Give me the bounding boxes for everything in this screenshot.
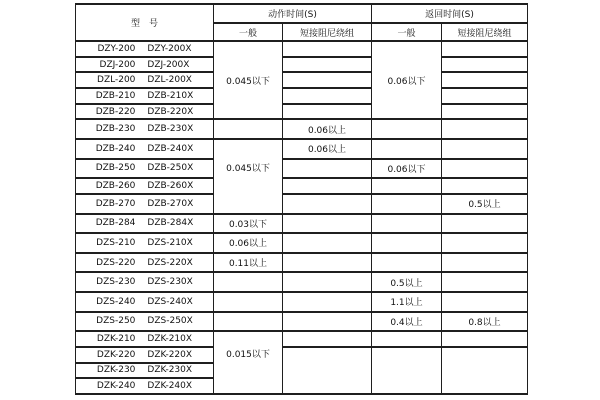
empty-cell	[442, 292, 528, 312]
action-general-cell	[214, 41, 283, 119]
model-name-x: DZB-210X	[147, 90, 194, 101]
table-row	[76, 72, 528, 88]
table-row	[76, 104, 528, 120]
value: 0.06以上	[307, 125, 347, 136]
value: 0.015以下	[226, 350, 270, 361]
empty-cell	[214, 119, 283, 139]
empty-cell	[283, 272, 372, 292]
table-row	[76, 139, 528, 159]
empty-cell	[283, 88, 372, 104]
return-general-cell	[372, 272, 442, 292]
empty-cell	[283, 347, 372, 394]
header-return-damping: 短接阻尼绕组	[442, 23, 528, 41]
model-cell	[76, 214, 214, 234]
value: 0.06以上	[307, 145, 347, 156]
value: 0.03以下	[228, 219, 268, 230]
table-row	[76, 292, 528, 312]
value: 0.06以下	[387, 76, 426, 87]
model-cell	[76, 159, 214, 179]
value: 0.045以下	[226, 163, 270, 174]
model-cell	[76, 88, 214, 104]
model-name-x: DZB-240X	[147, 143, 194, 154]
model-name: DZK-240	[96, 381, 136, 392]
empty-cell	[283, 41, 372, 57]
return-general-cell	[372, 292, 442, 312]
action-damping-cell	[283, 139, 372, 159]
model-name-x: DZK-240X	[147, 381, 193, 392]
value: 0.4以上	[390, 317, 423, 328]
value: 0.11以上	[228, 259, 268, 270]
model-name: DZK-210	[96, 334, 136, 345]
model-name-x: DZK-220X	[147, 349, 193, 360]
model-name: DZK-230	[96, 365, 136, 376]
empty-cell	[442, 159, 528, 179]
model-name-x: DZS-240X	[147, 296, 193, 307]
model-name: DZB-240	[95, 143, 136, 154]
model-cell	[76, 363, 214, 379]
empty-cell	[442, 88, 528, 104]
empty-cell	[214, 292, 283, 312]
empty-cell	[442, 57, 528, 73]
empty-cell	[283, 214, 372, 234]
empty-cell	[372, 233, 442, 253]
model-name-x: DZB-230X	[147, 124, 194, 135]
empty-cell	[372, 214, 442, 234]
empty-cell	[283, 331, 372, 347]
value: 0.5以上	[390, 278, 423, 289]
table-row	[76, 347, 528, 363]
action-general-cell	[214, 253, 283, 273]
value: 0.06以下	[387, 164, 426, 175]
model-name-x: DZB-270X	[147, 198, 194, 209]
empty-cell	[283, 57, 372, 73]
value: 0.5以上	[468, 200, 501, 211]
model-name-x: DZK-230X	[147, 365, 193, 376]
model-name: DZS-250	[96, 316, 136, 327]
model-name: DZL-200	[97, 75, 136, 86]
model-cell	[76, 378, 214, 394]
empty-cell	[283, 233, 372, 253]
value: 0.045以下	[226, 76, 270, 87]
empty-cell	[442, 139, 528, 159]
model-name-x: DZS-250X	[147, 316, 193, 327]
return-damping-cell	[442, 194, 528, 214]
model-name: DZS-210	[96, 237, 136, 248]
header-row-1	[76, 4, 528, 23]
model-name: DZB-270	[95, 198, 136, 209]
action-general-cell	[214, 214, 283, 234]
model-name: DZB-230	[95, 124, 136, 135]
empty-cell	[372, 331, 442, 347]
table-row	[76, 178, 528, 194]
model-name-x: DZS-210X	[147, 237, 193, 248]
value: 0.06以上	[228, 239, 268, 250]
model-name: DZB-250	[95, 163, 136, 174]
model-name-x: DZS-220X	[147, 257, 193, 268]
model-name-x: DZY-200X	[147, 43, 192, 54]
model-name-x: DZB-250X	[147, 163, 194, 174]
action-general-cell	[214, 233, 283, 253]
table-row	[76, 194, 528, 214]
table-row	[76, 119, 528, 139]
table-row	[76, 272, 528, 292]
table-row	[76, 253, 528, 273]
action-general-cell	[214, 331, 283, 394]
model-name: DZS-240	[96, 296, 136, 307]
model-name: DZB-260	[95, 181, 136, 192]
value: 0.8以上	[468, 317, 501, 328]
model-cell	[76, 233, 214, 253]
model-cell	[76, 253, 214, 273]
model-name-x: DZB-220X	[147, 106, 194, 117]
empty-cell	[214, 272, 283, 292]
empty-cell	[283, 104, 372, 120]
empty-cell	[372, 347, 442, 394]
model-name-x: DZL-200X	[147, 75, 192, 86]
empty-cell	[283, 159, 372, 179]
empty-cell	[372, 139, 442, 159]
header-action-damping: 短接阻尼绕组	[283, 23, 372, 41]
model-cell	[76, 72, 214, 88]
model-name: DZS-220	[96, 257, 136, 268]
empty-cell	[283, 292, 372, 312]
model-cell	[76, 272, 214, 292]
model-cell	[76, 57, 214, 73]
empty-cell	[372, 194, 442, 214]
relay-timing-table	[75, 3, 528, 395]
table-row	[76, 57, 528, 73]
model-name: DZK-220	[96, 349, 136, 360]
model-name: DZB-220	[95, 106, 136, 117]
model-cell	[76, 194, 214, 214]
model-name-x: DZB-260X	[147, 181, 194, 192]
return-general-cell	[372, 41, 442, 119]
empty-cell	[372, 253, 442, 273]
action-damping-cell	[283, 119, 372, 139]
empty-cell	[283, 194, 372, 214]
empty-cell	[283, 72, 372, 88]
model-cell	[76, 312, 214, 332]
empty-cell	[372, 178, 442, 194]
empty-cell	[283, 312, 372, 332]
empty-cell	[442, 233, 528, 253]
return-damping-cell	[442, 312, 528, 332]
model-name-x: DZK-210X	[147, 334, 193, 345]
empty-cell	[442, 72, 528, 88]
table-row	[76, 159, 528, 179]
empty-cell	[442, 104, 528, 120]
empty-cell	[442, 41, 528, 57]
empty-cell	[442, 253, 528, 273]
header-model: 型 号	[76, 4, 214, 41]
model-name: DZB-284	[95, 218, 136, 229]
empty-cell	[214, 312, 283, 332]
value: 1.1以上	[390, 298, 423, 309]
header-action-time: 动作时间(S)	[214, 4, 372, 23]
empty-cell	[442, 331, 528, 347]
empty-cell	[442, 347, 528, 394]
empty-cell	[442, 178, 528, 194]
model-name: DZY-200	[97, 43, 136, 54]
model-name-x: DZS-230X	[147, 277, 193, 288]
empty-cell	[283, 253, 372, 273]
header-action-general: 一般	[214, 23, 283, 41]
table-row	[76, 88, 528, 104]
model-name-x: DZJ-200X	[147, 59, 190, 70]
return-general-cell	[372, 159, 442, 179]
empty-cell	[442, 214, 528, 234]
header-return-time: 返回时间(S)	[372, 4, 528, 23]
model-cell	[76, 41, 214, 57]
table-row	[76, 41, 528, 57]
table-row	[76, 214, 528, 234]
model-name-x: DZB-284X	[147, 218, 194, 229]
table-row	[76, 312, 528, 332]
empty-cell	[283, 178, 372, 194]
model-cell	[76, 178, 214, 194]
table-row	[76, 331, 528, 347]
empty-cell	[442, 272, 528, 292]
header-return-general: 一般	[372, 23, 442, 41]
model-cell	[76, 119, 214, 139]
action-general-cell	[214, 139, 283, 214]
model-cell	[76, 292, 214, 312]
model-cell	[76, 139, 214, 159]
model-name: DZB-210	[95, 90, 136, 101]
model-name: DZJ-200	[99, 59, 136, 70]
empty-cell	[372, 119, 442, 139]
table-row	[76, 233, 528, 253]
model-cell	[76, 331, 214, 347]
return-general-cell	[372, 312, 442, 332]
model-cell	[76, 347, 214, 363]
empty-cell	[442, 119, 528, 139]
model-name: DZS-230	[96, 277, 136, 288]
model-cell	[76, 104, 214, 120]
